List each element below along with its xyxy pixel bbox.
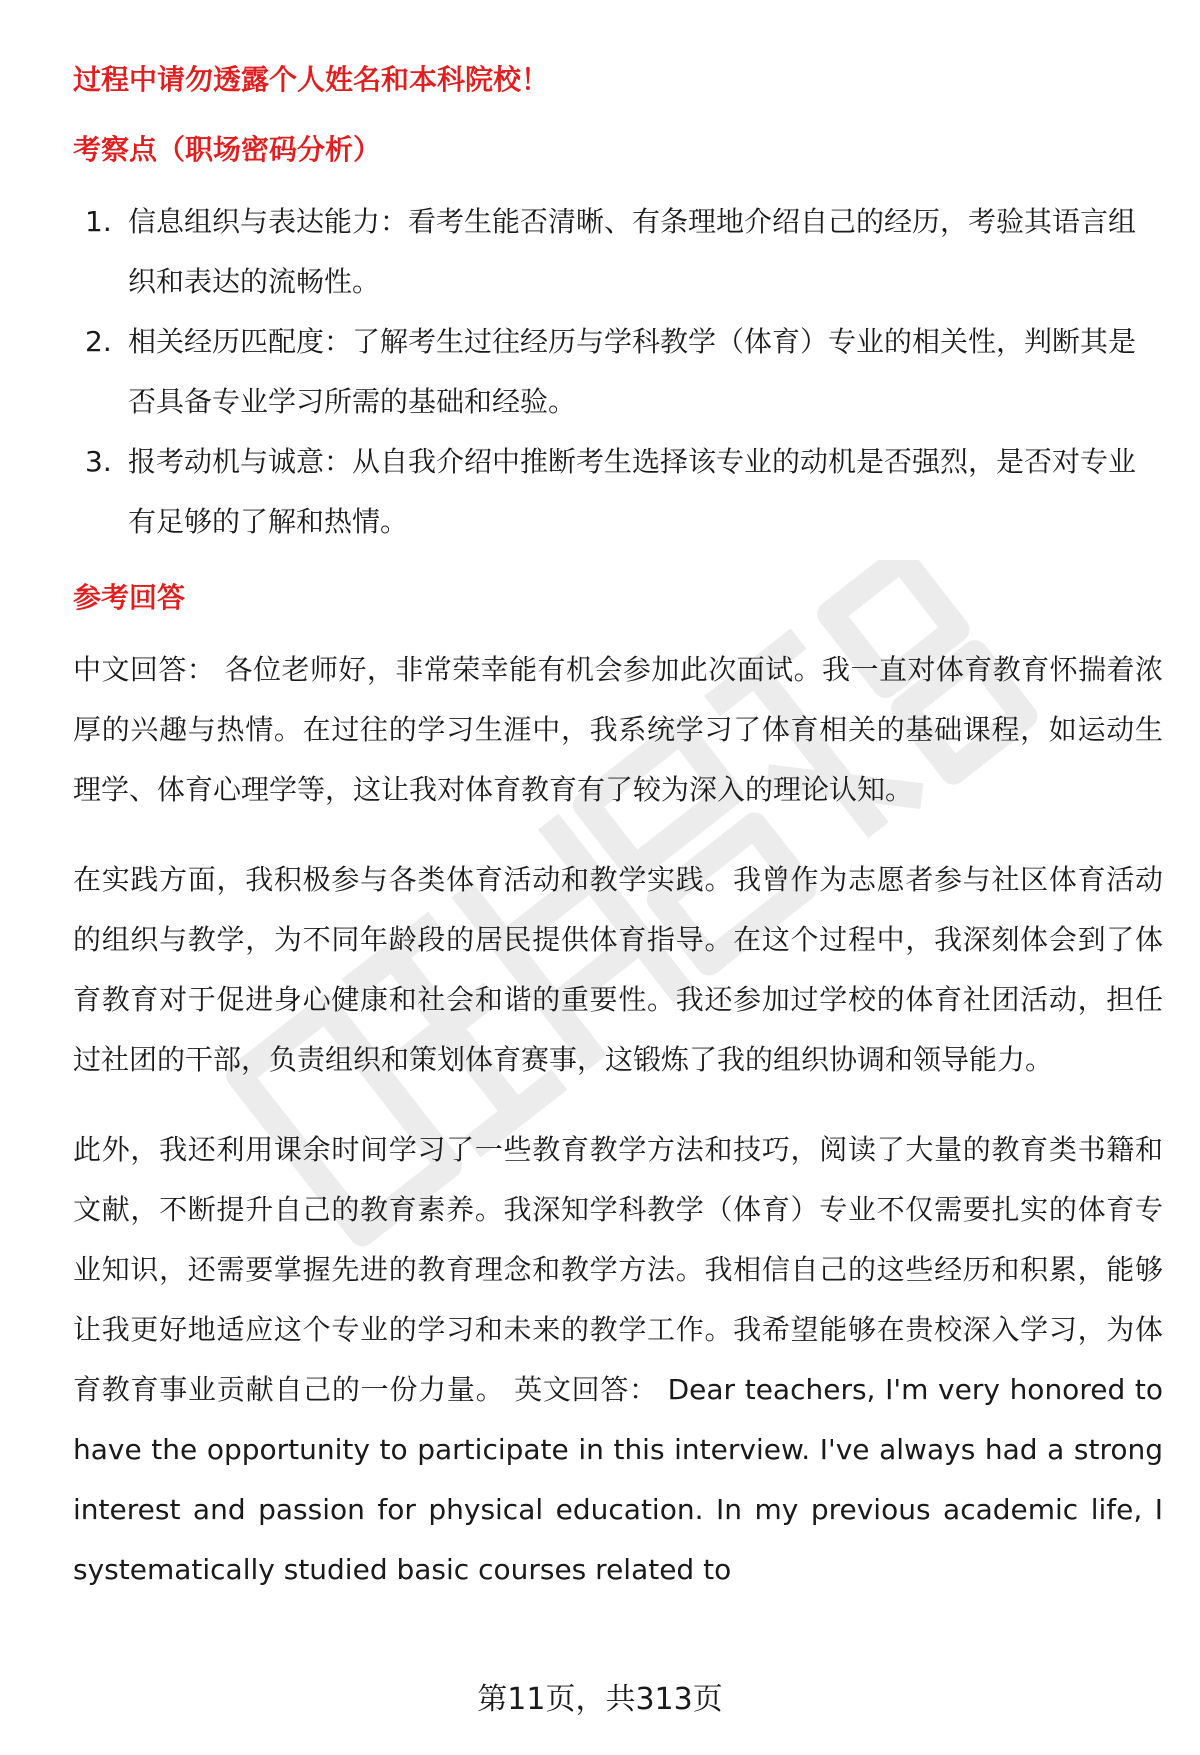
points-list (73, 192, 1163, 552)
document-content (73, 60, 1163, 1600)
points-section-title: 考察点（职场密码分析） (73, 133, 382, 166)
list-item-number: 2. (85, 325, 112, 358)
privacy-warning: 过程中请勿透露个人姓名和本科院校！ (73, 63, 550, 96)
list-item-text: 信息组织与表达能力：看考生能否清晰、有条理地介绍自己的经历，考验其语言组织和表达的流畅性。 (128, 205, 1137, 298)
list-item-number: 3. (85, 445, 112, 478)
list-item-text: 相关经历匹配度：了解考生过往经历与学科教学（体育）专业的相关性，判断其是否具备专业学习所需的基础和经验。 (128, 325, 1137, 418)
page-number-footer: 第11页，共313页 (477, 1682, 723, 1717)
answer-paragraph: 中文回答： 各位老师好，非常荣幸能有机会参加此次面试。我一直对体育教育怀揣着浓厚的兴趣与热情。在过往的学习生涯中，我系统学习了体育相关的基础课程，如运动生理学、体育心理学等，这让我对体育教育有了较为深入的理论认知。 (73, 653, 1163, 806)
list-item-number: 1. (85, 205, 112, 238)
answer-paragraph: 在实践方面，我积极参与各类体育活动和教学实践。我曾作为志愿者参与社区体育活动的组织与教学，为不同年龄段的居民提供体育指导。在这个过程中，我深刻体会到了体育教育对于促进身心健康和社会和谐的重要性。我还参加过学校的体育社团活动，担任过社团的干部，负责组织和策划体育赛事，这锻炼了我的组织协调和领导能力。 (73, 863, 1163, 1076)
answer-section-title: 参考回答 (73, 581, 186, 614)
list-item-text: 报考动机与诚意：从自我介绍中推断考生选择该专业的动机是否强烈，是否对专业有足够的了解和热情。 (128, 445, 1137, 538)
list-item (73, 312, 1163, 432)
list-item (73, 432, 1163, 552)
answer-paragraph: 此外，我还利用课余时间学习了一些教育教学方法和技巧，阅读了大量的教育类书籍和文献，不断提升自己的教育素养。我深知学科教学（体育）专业不仅需要扎实的体育专业知识，还需要掌握先进的教育理念和教学方法。我相信自己的这些经历和积累，能够让我更好地适应这个专业的学习和未来的教学工作。我希望能够在贵校深入学习，为体育教育事业贡献自己的一份力量。 英文回答： Dear teachers, I'm very honored to have the opportunity to participate in this interview. I've always had a strong interest and passion for physical education. In my previous academic life, I systematically studied basic courses related to (73, 1133, 1163, 1586)
list-item (73, 192, 1163, 312)
